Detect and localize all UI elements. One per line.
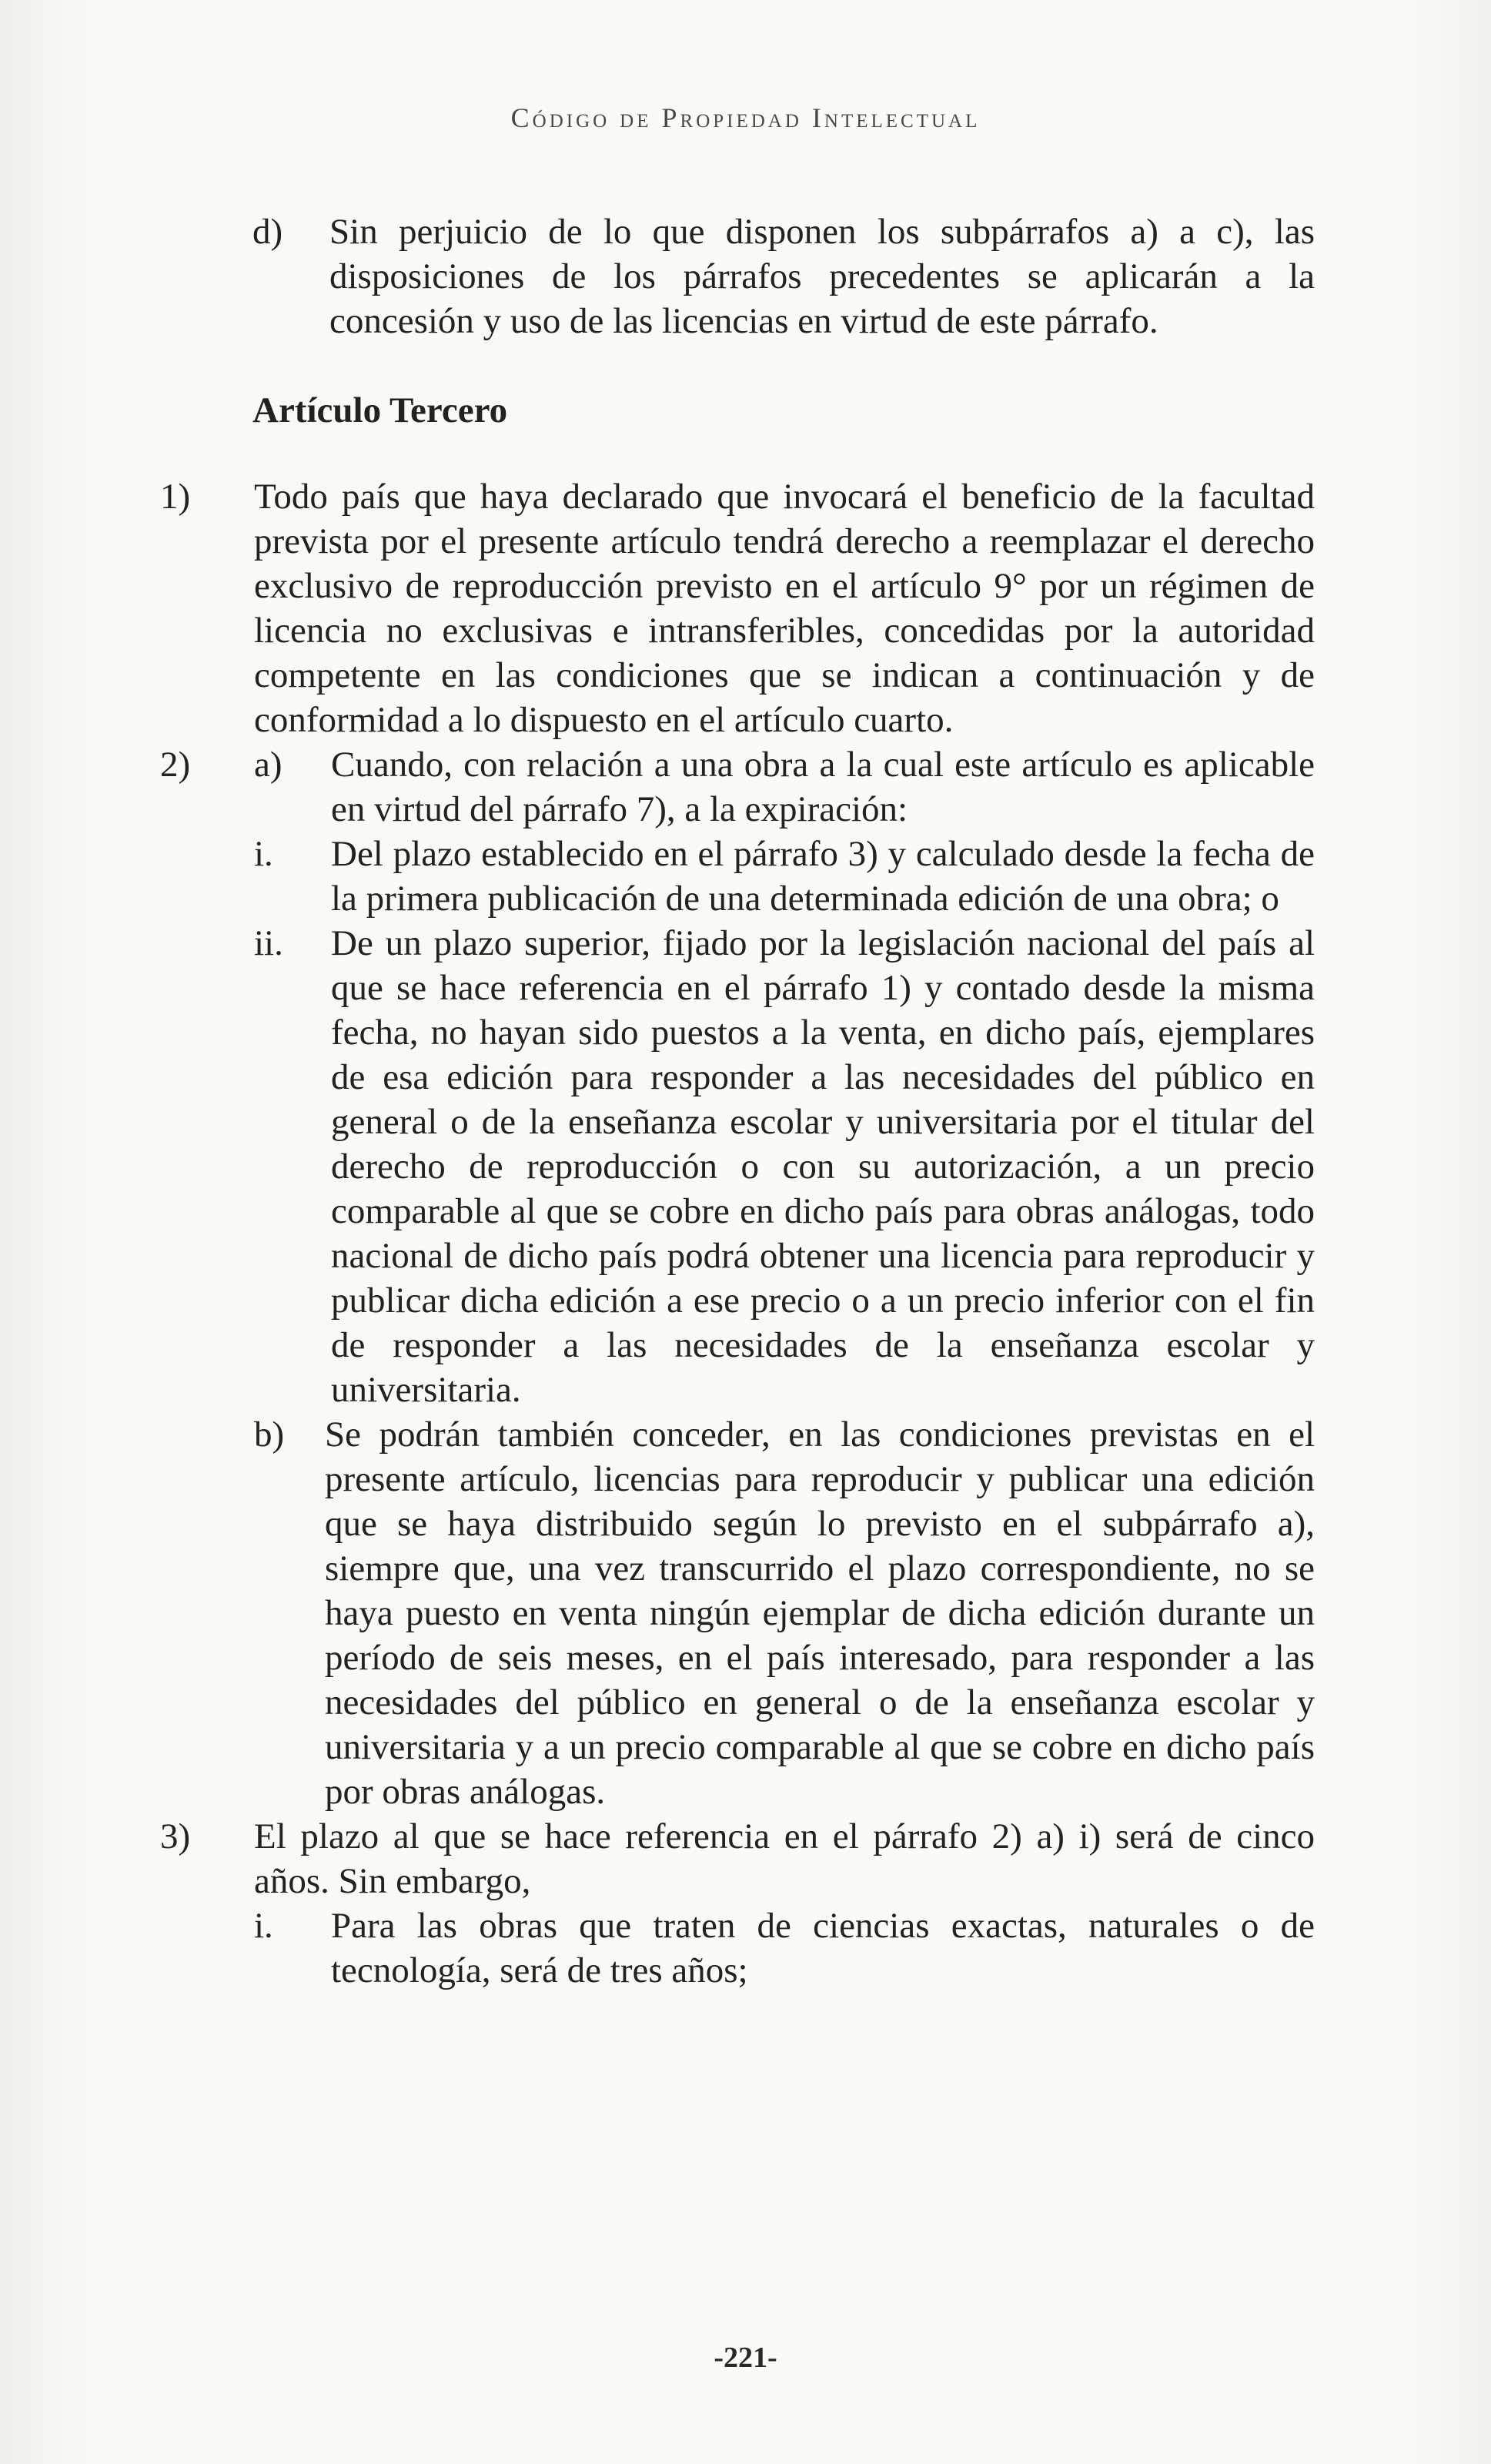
paragraph-2-a-i bbox=[160, 832, 1315, 921]
page-number: -221- bbox=[714, 2342, 777, 2374]
paragraph-3-label: 3) bbox=[160, 1816, 191, 1856]
paragraph-2-a-ii-label: ii. bbox=[254, 923, 283, 963]
subparagraph-d-text: Sin perjuicio de lo que disponen los subpárrafos a) a c), las disposiciones de los párrafos precedentes se aplicarán a la concesión y uso de las licencias en virtud de este párrafo. bbox=[329, 212, 1315, 341]
paragraph-3-i bbox=[160, 1903, 1315, 1993]
paragraph-2-a-ii bbox=[160, 921, 1315, 1412]
paragraph-2-body bbox=[254, 742, 1315, 832]
paragraph-2 bbox=[160, 742, 1315, 832]
paragraph-2-a-text: Cuando, con relación a una obra a la cual este artículo es aplicable en virtud del párrafo 7), a la expiración: bbox=[331, 745, 1315, 829]
paragraph-2-a bbox=[254, 742, 1315, 832]
paragraph-3 bbox=[160, 1814, 1315, 1903]
paragraph-2-label: 2) bbox=[160, 745, 191, 785]
article-heading: Artículo Tercero bbox=[252, 390, 508, 430]
paragraph-2-a-i-text: Del plazo establecido en el párrafo 3) y calculado desde la fecha de la primera publicación de una determinada edición de una obra; o bbox=[331, 834, 1315, 919]
running-header: Código de Propiedad Intelectual bbox=[510, 102, 981, 133]
paragraph-3-text: El plazo al que se hace referencia en el párrafo 2) a) i) será de cinco años. Sin embargo, bbox=[254, 1816, 1315, 1901]
subparagraph-d bbox=[160, 209, 1315, 343]
subparagraph-d-label: d) bbox=[252, 212, 283, 252]
page-body bbox=[160, 209, 1315, 1993]
paragraph-1-label: 1) bbox=[160, 477, 191, 517]
paragraph-2-a-ii-text: De un plazo superior, fijado por la legislación nacional del país al que se hace referencia en el párrafo 1) y contado desde la misma fecha, no hayan sido puestos a la venta, en dicho país, ejemplares de esa edición para responder a las necesidades del público en general o de la enseñanza escolar y universitaria por el titular del derecho de reproducción o con su autorización, a un precio comparable al que se cobre en dicho país para obras análogas, todo nacional de dicho país podrá obtener una licencia para reproducir y publicar dicha edición a ese precio o a un precio inferior con el fin de responder a las necesidades de la enseñanza escolar y universitaria. bbox=[331, 923, 1315, 1410]
paragraph-2-b bbox=[160, 1412, 1315, 1814]
paragraph-3-i-text: Para las obras que traten de ciencias exactas, naturales o de tecnología, será de tres años; bbox=[331, 1906, 1315, 1990]
paragraph-1 bbox=[160, 474, 1315, 742]
paragraph-2-b-text: Se podrán también conceder, en las condiciones previstas en el presente artículo, licencias para reproducir y publicar una edición que se haya distribuido según lo previsto en el subpárrafo a), siempre que, una vez transcurrido el plazo correspondiente, no se haya puesto en venta ningún ejemplar de dicha edición durante un período de seis meses, en el país interesado, para responder a las necesidades del público en general o de la enseñanza escolar y universitaria y a un precio comparable al que se cobre en dicho país por obras análogas. bbox=[325, 1414, 1315, 1812]
paragraph-2-b-label: b) bbox=[254, 1414, 285, 1455]
paragraph-1-text: Todo país que haya declarado que invocará el beneficio de la facultad prevista por el presente artículo tendrá derecho a reemplazar el derecho exclusivo de reproducción previsto en el artículo 9° por un régimen de licencia no exclusivas e intransferibles, concedidas por la autoridad competente en las condiciones que se indican a continuación y de conformidad a lo dispuesto en el artículo cuarto. bbox=[254, 477, 1315, 740]
paragraph-3-i-label: i. bbox=[254, 1906, 273, 1946]
paragraph-2-a-i-label: i. bbox=[254, 834, 273, 874]
paragraph-2-a-label: a) bbox=[254, 745, 282, 785]
